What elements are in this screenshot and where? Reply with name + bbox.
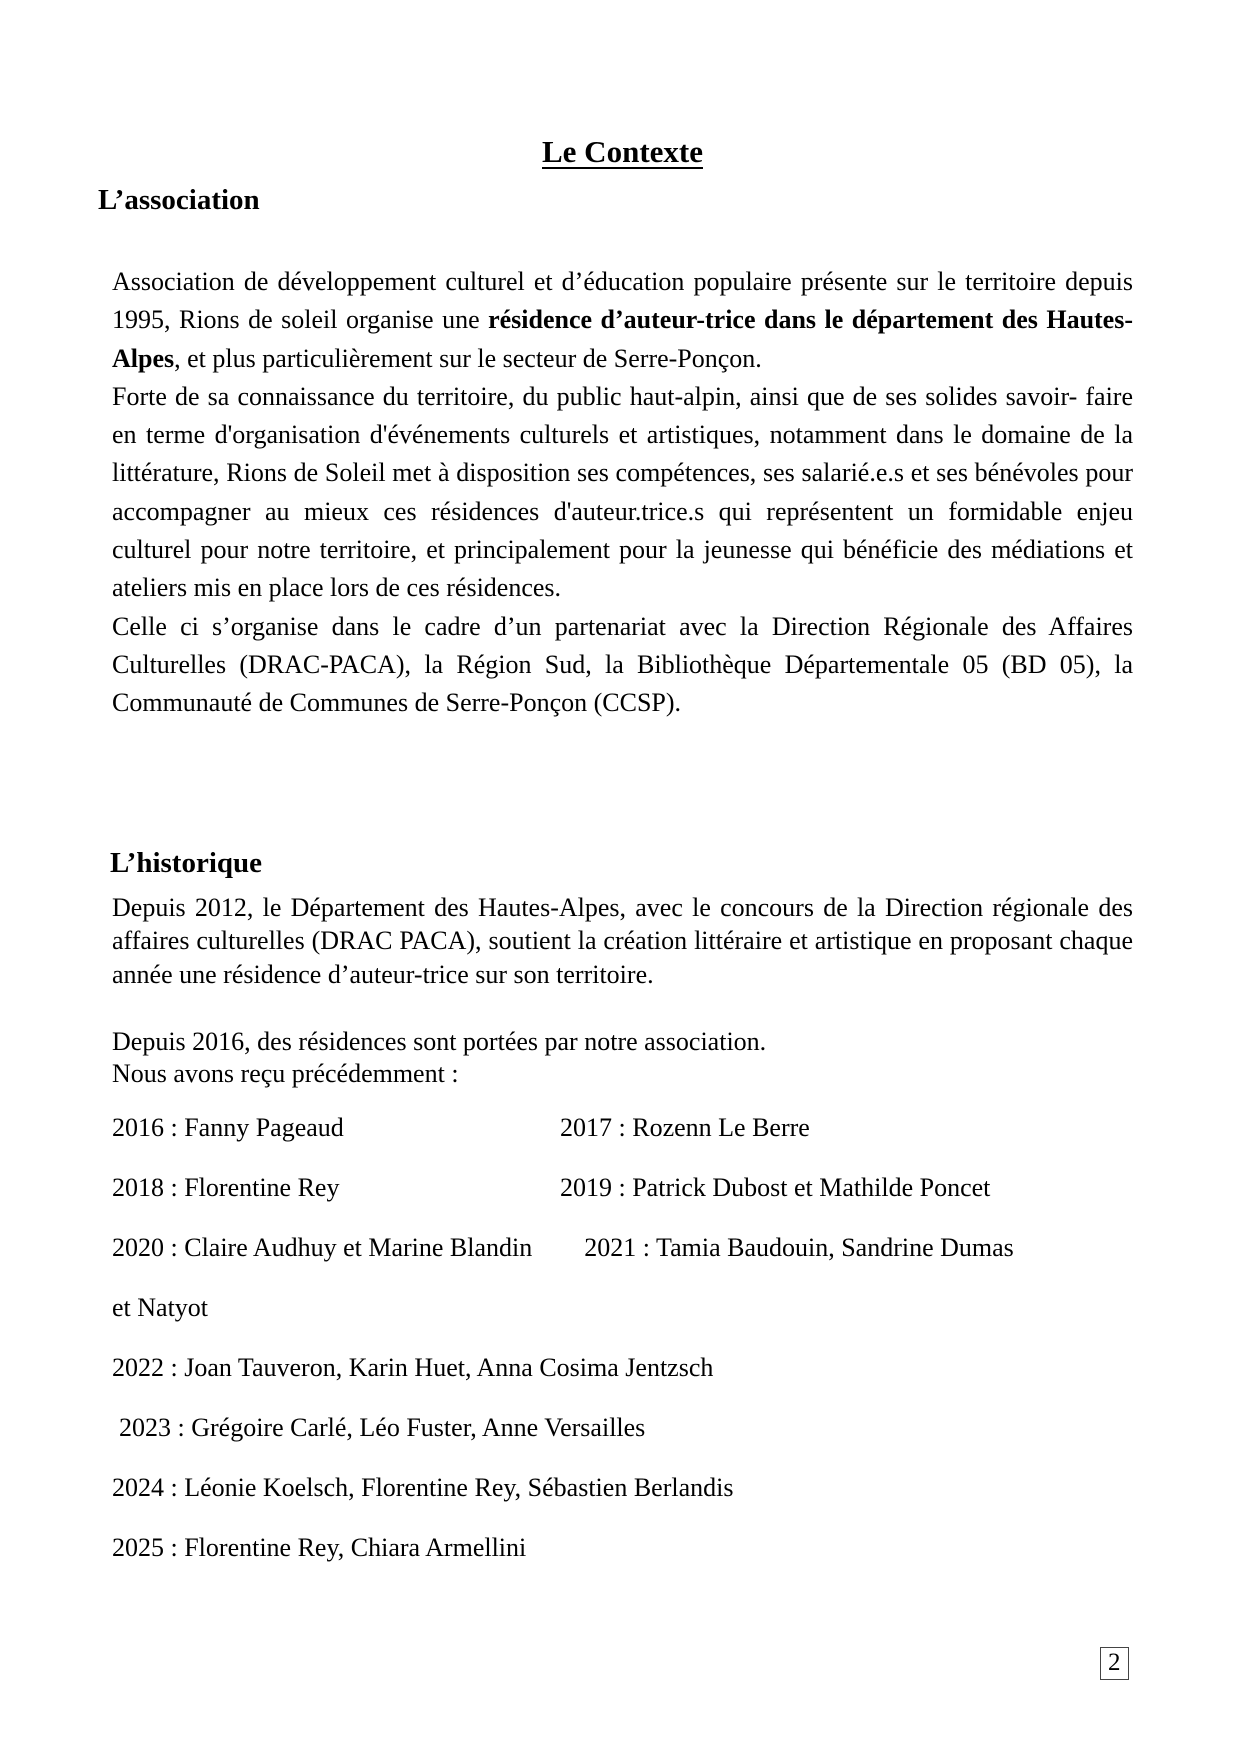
resident-entry: 2017 : Rozenn Le Berre — [560, 1113, 810, 1142]
paragraph-association-1 — [112, 263, 1133, 378]
resident-row — [112, 1232, 1172, 1264]
paragraph-historique: Depuis 2012, le Département des Hautes-Alpes, avec le concours de la Direction régionale des affaires culturelles (DRAC PACA), soutient la création littéraire et artistique en proposant chaque année une résidence d’auteur-trice sur son territoire. — [112, 893, 1133, 989]
paragraph-association-2: Forte de sa connaissance du territoire, du public haut-alpin, ainsi que de ses solides savoir- faire en terme d'organisation d'événements culturels et artistiques, notamment dans le domaine de la littérature, Rions de Soleil met à disposition ses compétences, ses salarié.e.s et ses bénévoles pour accompagner au mieux ces résidences d'auteur.trice.s qui représentent un formidable enjeu culturel pour notre territoire, et principalement pour la jeunesse qui bénéficie des médiations et ateliers mis en place lors de ces résidences. — [112, 381, 1133, 603]
resident-row — [112, 1412, 1172, 1444]
resident-entry: 2019 : Patrick Dubost et Mathilde Poncet — [560, 1173, 991, 1202]
resident-entry: 2016 : Fanny Pageaud — [112, 1113, 344, 1142]
resident-entry: 2022 : Joan Tauveron, Karin Huet, Anna Cosima Jentzsch — [112, 1353, 714, 1382]
paragraph-association-3: Celle ci s’organise dans le cadre d’un partenariat avec la Direction Régionale des Affaires Culturelles (DRAC-PACA), la Région Sud, la Bibliothèque Départementale 05 (BD 05), la Communauté de Communes de Serre-Ponçon (CCSP). — [112, 611, 1133, 718]
resident-row — [112, 1112, 1172, 1144]
line-depuis-2016: Depuis 2016, des résidences sont portées par notre association. — [112, 1027, 767, 1056]
paragraph-1-bold-text: résidence d’auteur-trice dans le département des Hautes-Alpes — [112, 305, 1134, 373]
resident-entry: 2023 : Grégoire Carlé, Léo Fuster, Anne Versailles — [119, 1413, 646, 1442]
resident-entry: 2020 : Claire Audhuy et Marine Blandin — [112, 1233, 533, 1262]
association-body — [112, 263, 1133, 723]
paragraph-1-text-end: , et plus particulièrement sur le secteur de Serre-Ponçon. — [174, 343, 762, 373]
paragraph-1-text: Association de développement culturel et d’éducation populaire présente sur le territoire depuis 1995, Rions de soleil organise une — [112, 267, 1133, 335]
page-title: Le Contexte — [542, 134, 703, 169]
section-heading-historique: L’historique — [110, 847, 263, 879]
page-number-badge: 2 — [1100, 1647, 1129, 1680]
resident-row — [112, 1472, 1172, 1504]
resident-entry: 2021 : Tamia Baudouin, Sandrine Dumas — [584, 1233, 1014, 1262]
resident-row — [112, 1172, 1172, 1204]
resident-row — [112, 1532, 1172, 1564]
resident-entry: 2025 : Florentine Rey, Chiara Armellini — [112, 1533, 527, 1562]
residents-list — [112, 1112, 1172, 1592]
section-heading-association: L’association — [98, 184, 260, 216]
line-recu-precedemment: Nous avons reçu précédemment : — [112, 1059, 459, 1088]
resident-entry-wrap-line: et Natyot — [112, 1293, 209, 1322]
resident-row — [112, 1352, 1172, 1384]
resident-entry: 2018 : Florentine Rey — [112, 1173, 340, 1202]
resident-entry: 2024 : Léonie Koelsch, Florentine Rey, Sébastien Berlandis — [112, 1473, 734, 1502]
